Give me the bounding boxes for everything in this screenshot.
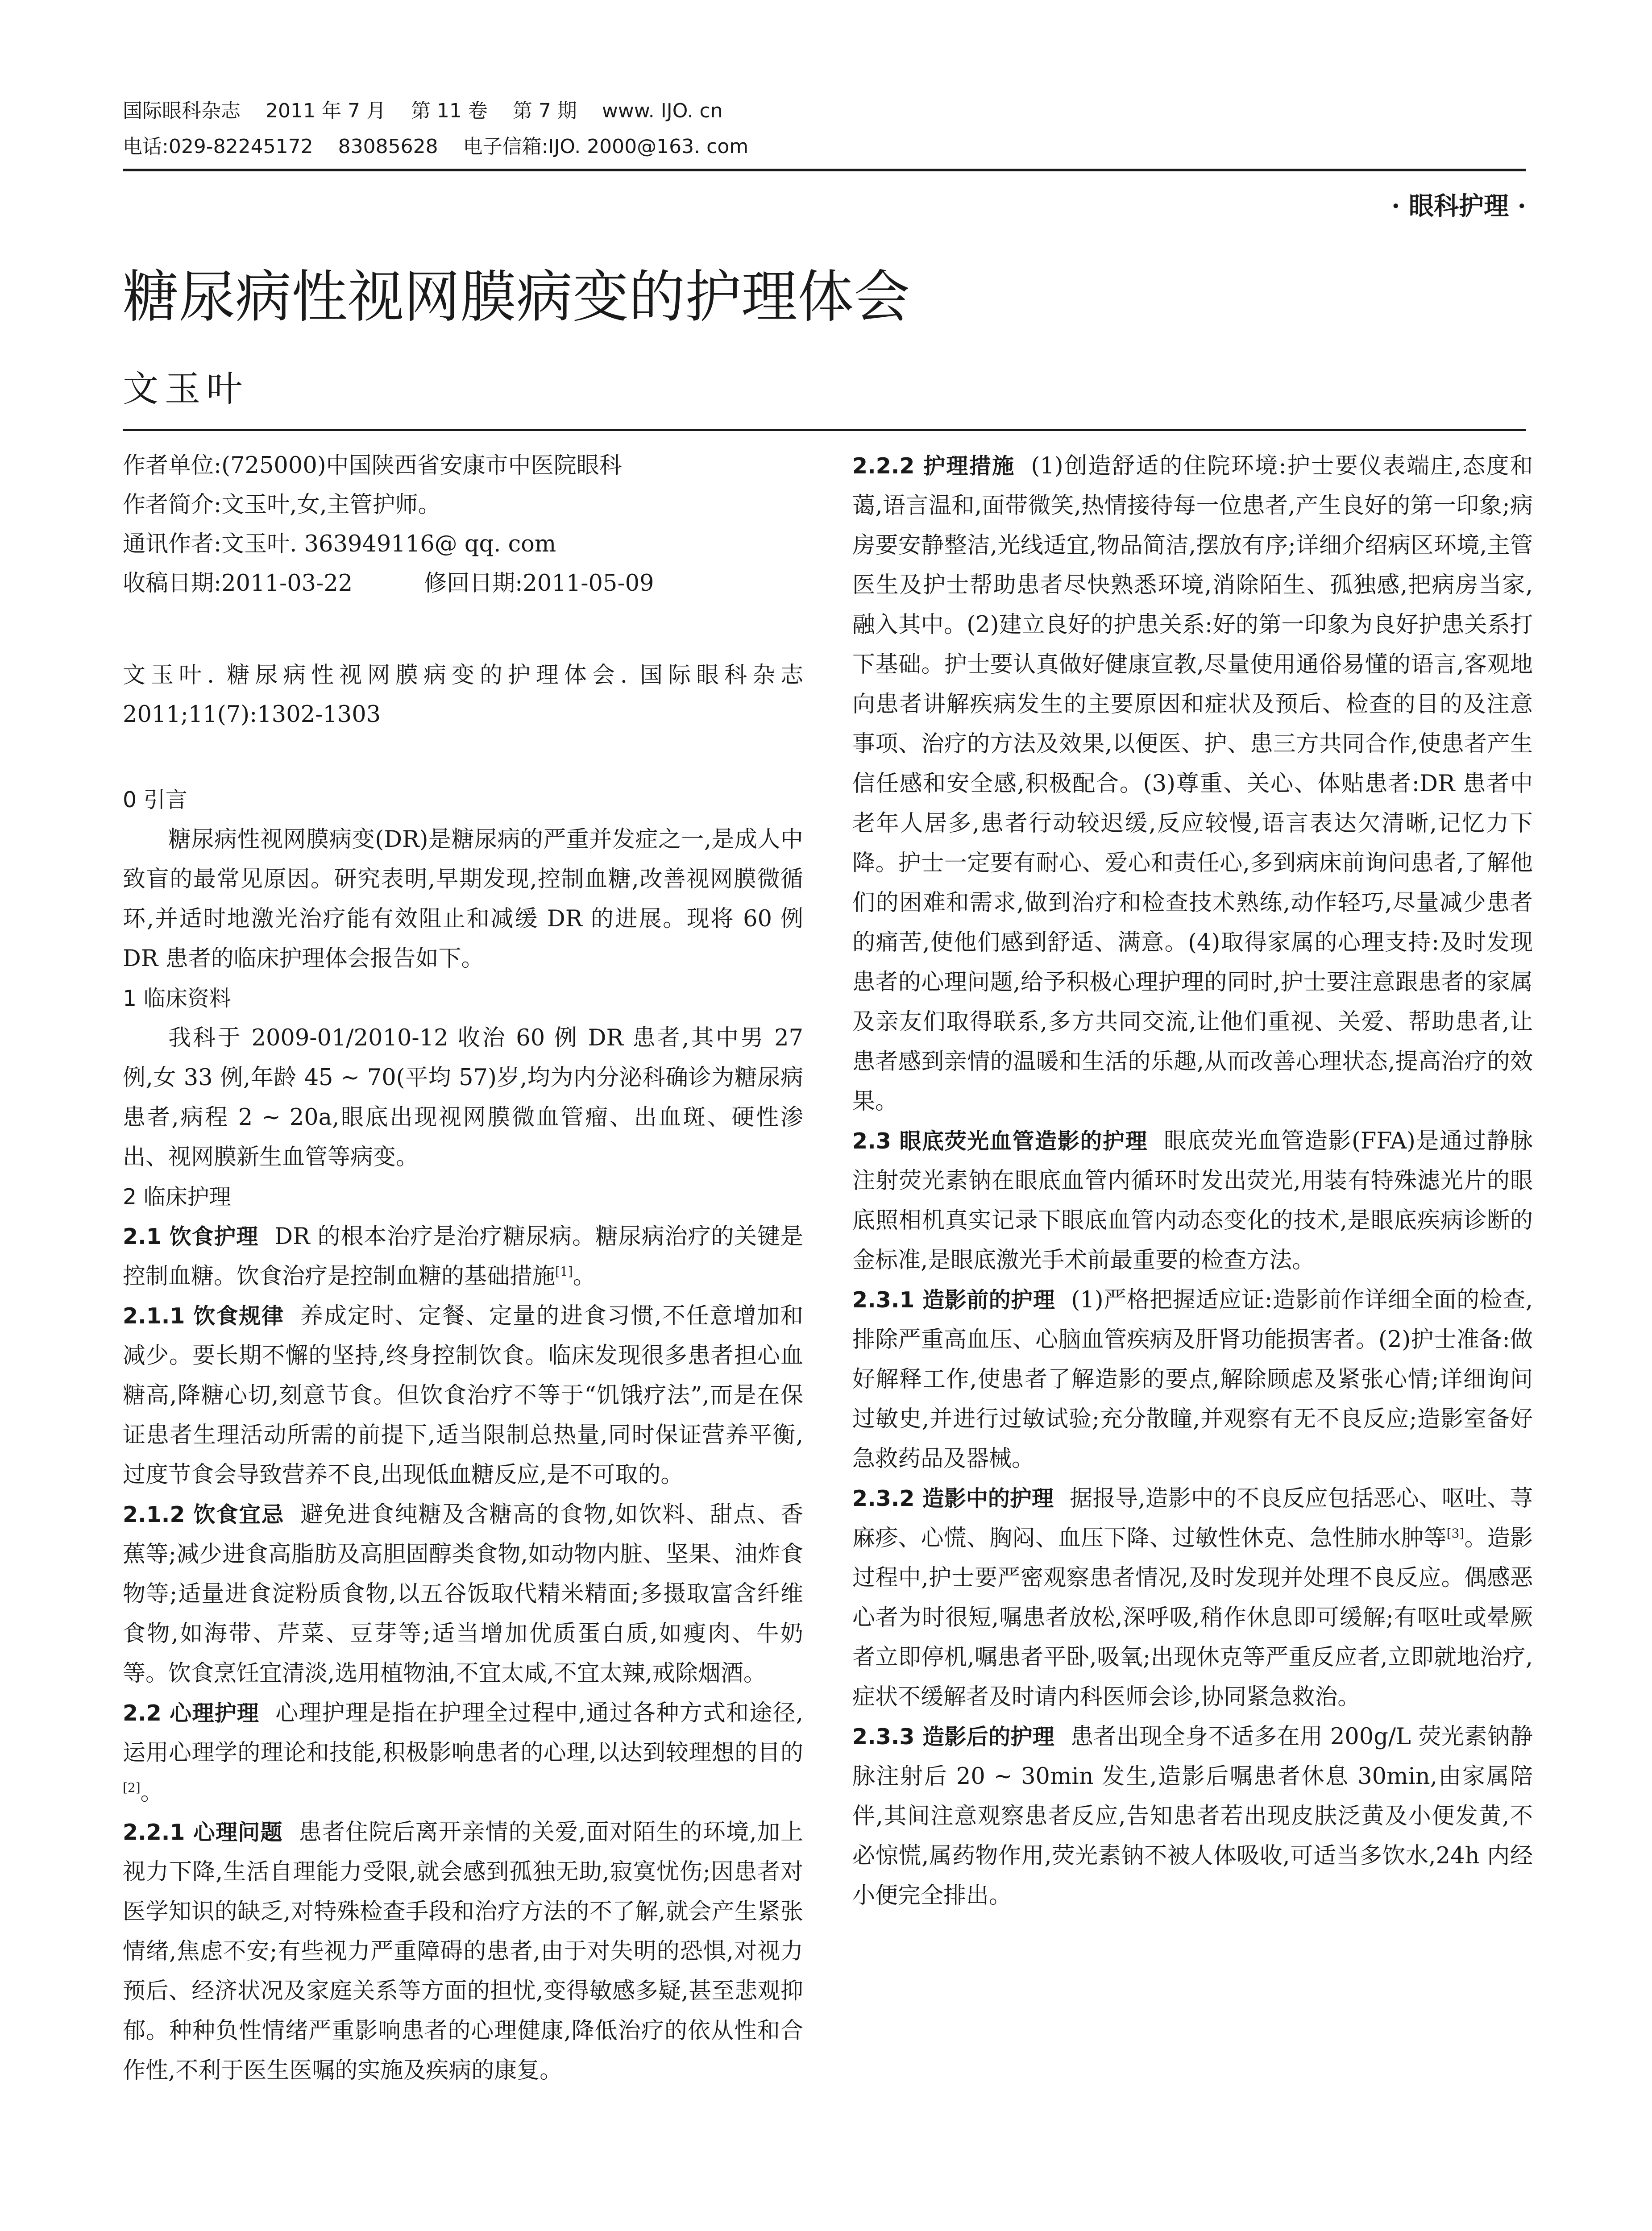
paragraph-2-1 [123,1217,803,1296]
paragraph-clinical-data: 我科于 2009-01/2010-12 收治 60 例 DR 患者,其中男 27 例,女 33 例,年龄 45 ~ 70(平均 57)岁,均为内分泌科确诊为糖尿病患者,病程 2 ~ 20a,眼底出现视网膜微血管瘤、出血斑、硬性渗出、视网膜新生血管等病变。 [123,1025,803,1170]
text-2-1: DR 的根本治疗是治疗糖尿病。糖尿病治疗的关键是控制血糖。饮食治疗是控制血糖的基础措施 [123,1223,803,1290]
text-2-3-3: 患者出现全身不适多在用 200g/L 荧光素钠静脉注射后 20 ~ 30min 发生,造影后嘱患者休息 30min,由家属陪伴,其间注意观察患者反应,告知患者若出现皮肤泛黄及小便发黄,不必惊慌,属药物作用,荧光素钠不被人体吸收,可适当多饮水,24h 内经小便完全排出。 [852,1724,1533,1909]
heading-introduction: 0 引言 [123,787,187,813]
received-date: 收稿日期:2011-03-22 [123,570,353,597]
heading-clinical-nursing: 2 临床护理 [123,1184,231,1210]
volume: 第 11 卷 [411,100,488,122]
paragraph-2-1-2 [123,1495,803,1693]
paragraph-introduction: 糖尿病性视网膜病变(DR)是糖尿病的严重并发症之一,是成人中致盲的最常见原因。研究表明,早期发现,控制血糖,改善视网膜微循环,并适时地激光治疗能有效阻止和减缓 DR 的进展。现将 60 例 DR 患者的临床护理体会报告如下。 [123,826,803,972]
heading-2-2-2: 2.2.2 护理措施 [852,453,1015,479]
reference-1[interactable]: [1] [555,1264,573,1279]
text-2-3-2: 据报导,造影中的不良反应包括恶心、呕吐、荨麻疹、心慌、胸闷、血压下降、过敏性休克、急性肺水肿等 [852,1485,1533,1551]
heading-2-2: 2.2 心理护理 [123,1700,260,1726]
right-column [852,446,1533,1916]
paragraph-2-3 [852,1121,1533,1280]
phone: 电话:029-82245172 [123,135,313,158]
paragraph-2-3-1 [852,1280,1533,1479]
text-2-3-1: (1)严格把握适应证:造影前作详细全面的检查,排除严重高血压、心脑血管疾病及肝肾功能损害者。(2)护士准备:做好解释工作,使患者了解造影的要点,解除顾虑及紧张心情;详细询问过敏史,并进行过敏试验;充分散瞳,并观察有无不良反应;造影室备好急救药品及器械。 [852,1287,1533,1472]
text-2-2-2: (1)创造舒适的住院环境:护士要仪表端庄,态度和蔼,语言温和,面带微笑,热情接待每一位患者,产生良好的第一印象;病房要安静整洁,光线适宜,物品简洁,摆放有序;详细介绍病区环境,主管医生及护士帮助患者尽快熟悉环境,消除陌生、孤独感,把病房当家,融入其中。(2)建立良好的护患关系:好的第一印象为良好护患关系打下基础。护士要认真做好健康宣教,尽量使用通俗易懂的语言,客观地向患者讲解疾病发生的主要原因和症状及预后、检查的目的及注意事项、治疗的方法及效果,以便医、护、患三方共同合作,使患者产生信任感和安全感,积极配合。(3)尊重、关心、体贴患者:DR 患者中老年人居多,患者行动较迟缓,反应较慢,语言表达欠清晰,记忆力下降。护士一定要有耐心、爱心和责任心,多到病床前询问患者,了解他们的困难和需求,做到治疗和检查技术熟练,动作轻巧,尽量减少患者的痛苦,使他们感到舒适、满意。(4)取得家属的心理支持:及时发现患者的心理问题,给予积极心理护理的同时,护士要注意跟患者的家属及亲友们取得联系,多方共同交流,让他们重视、关爱、帮助患者,让患者感到亲情的温暖和生活的乐趣,从而改善心理状态,提高治疗的效果。 [852,453,1533,1115]
heading-2-3: 2.3 眼底荧光血管造影的护理 [852,1128,1148,1154]
paragraph-2-1-1 [123,1296,803,1495]
revised-date: 修回日期:2011-05-09 [424,570,654,597]
article-title: 糖尿病性视网膜病变的护理体会 [123,264,910,330]
dates [123,564,803,603]
paragraph-2-3-2 [852,1479,1533,1717]
title-rule [123,429,1526,431]
paragraph-2-2 [123,1693,803,1812]
heading-2-2-1: 2.2.1 心理问题 [123,1820,283,1845]
heading-2-3-1: 2.3.1 造影前的护理 [852,1287,1055,1313]
journal-name: 国际眼科杂志 [123,100,241,122]
heading-2-1-1: 2.1.1 饮食规律 [123,1303,285,1329]
issue-number: 第 7 期 [512,100,577,122]
article-author: 文玉叶 [123,368,249,410]
header-rule [123,169,1526,171]
website-link[interactable]: www. IJO. cn [602,100,723,122]
text-2-1-tail: 。 [573,1263,596,1290]
phone-2: 83085628 [338,135,438,158]
text-2-2-1: 患者住院后离开亲情的关爱,面对陌生的环境,加上视力下降,生活自理能力受限,就会感到孤独无助,寂寞忧伤;因患者对医学知识的缺乏,对特殊检查手段和治疗方法的不了解,就会产生紧张情绪,焦虑不安;有些视力严重障碍的患者,由于对失明的恐惧,对视力预后、经济状况及家庭关系等方面的担忧,变得敏感多疑,甚至悲观抑郁。种种负性情绪严重影响患者的心理健康,降低治疗的依从性和合作性,不利于医生医嘱的实施及疾病的康复。 [123,1819,803,2084]
running-header-line2 [123,133,773,161]
text-2-2-tail: 。 [140,1779,163,1806]
email: 电子信箱:IJO. 2000@163. com [463,135,749,158]
text-2-3: 眼底荧光血管造影(FFA)是通过静脉注射荧光素钠在眼底血管内循环时发出荧光,用装有特殊滤光片的眼底照相机真实记录下眼底血管内动态变化的技术,是眼底疾病诊断的金标准,是眼底激光手术前最重要的检查方法。 [852,1128,1533,1273]
paragraph-2-2-2 [852,446,1533,1121]
citation: 文玉叶. 糖尿病性视网膜病变的护理体会. 国际眼科杂志 2011;11(7):1302-1303 [123,662,803,728]
heading-2-1: 2.1 饮食护理 [123,1224,259,1249]
author-bio: 作者简介:文玉叶,女,主管护师。 [123,492,441,518]
running-header-line1 [123,97,748,125]
reference-3[interactable]: [3] [1446,1526,1465,1541]
heading-clinical-data: 1 临床资料 [123,986,231,1011]
text-2-2: 心理护理是指在护理全过程中,通过各种方式和途径,运用心理学的理论和技能,积极影响患者的心理,以达到较理想的目的 [123,1700,803,1766]
affiliation: 作者单位:(725000)中国陕西省安康市中医院眼科 [123,452,622,479]
paragraph-2-3-3 [852,1717,1533,1916]
paragraph-2-2-1 [123,1812,803,2090]
heading-2-3-3: 2.3.3 造影后的护理 [852,1724,1055,1750]
text-2-3-2-tail: 。造影过程中,护士要严密观察患者情况,及时发现并处理不良反应。偶感恶心者为时很短,嘱患者放松,深呼吸,稍作休息即可缓解;有呕吐或晕厥者立即停机,嘱患者平卧,吸氧;出现休克等严重反应者,立即就地治疗,症状不缓解者及时请内科医师会诊,协同紧急救治。 [852,1525,1533,1710]
heading-2-1-2: 2.1.2 饮食宜忌 [123,1502,285,1527]
issue-date: 2011 年 7 月 [266,100,386,122]
heading-2-3-2: 2.3.2 造影中的护理 [852,1486,1054,1511]
reference-2[interactable]: [2] [123,1780,141,1795]
left-column [123,446,803,2090]
section-label: · 眼科护理 · [1391,191,1526,221]
correspondence: 通讯作者:文玉叶. 363949116@ qq. com [123,531,556,557]
text-2-1-2: 避免进食纯糖及含糖高的食物,如饮料、甜点、香蕉等;减少进食高脂肪及高胆固醇类食物,如动物内脏、坚果、油炸食物等;适量进食淀粉质食物,以五谷饭取代精米精面;多摄取富含纤维食物,如海带、芹菜、豆芽等;适当增加优质蛋白质,如瘦肉、牛奶等。饮食烹饪宜清淡,选用植物油,不宜太咸,不宜太辣,戒除烟酒。 [123,1501,804,1687]
text-2-1-1: 养成定时、定餐、定量的进食习惯,不任意增加和减少。要长期不懈的坚持,终身控制饮食。临床发现很多患者担心血糖高,降糖心切,刻意节食。但饮食治疗不等于“饥饿疗法”,而是在保证患者生理活动所需的前提下,适当限制总热量,同时保证营养平衡,过度节食会导致营养不良,出现低血糖反应,是不可取的。 [123,1303,804,1488]
